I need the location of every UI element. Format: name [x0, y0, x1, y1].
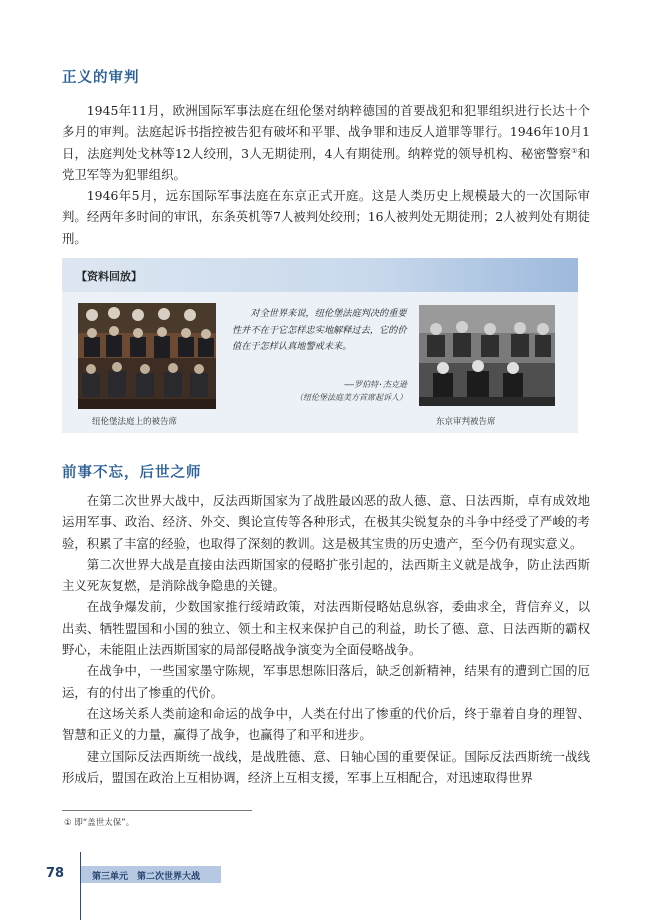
paragraph: 在这场关系人类前途和命运的战争中，人类在付出了惨重的代价后，终于靠着自身的理智、智慧和正义的力量，赢得了战争，也赢得了和平和进步。 [62, 705, 590, 743]
paragraph: 在战争中，一些国家墨守陈规，军事思想陈旧落后，缺乏创新精神，结果有的遭到亡国的厄运，有的付出了惨重的代价。 [62, 663, 590, 700]
paragraph: 在战争爆发前，少数国家推行绥靖政策，对法西斯侵略姑息纵容，委曲求全，背信弃义，以出卖、牺牲盟国和小国的独立、领土和主权来保护自己的利益，助长了德、意、日法西斯的霸权野心，未能阻止法西斯国家的局部侵略战争演变为全面侵略战争。 [62, 599, 590, 658]
nuremberg-defendants-photo [78, 303, 216, 409]
unit-title: 第三单元 第二次世界大战 [92, 872, 201, 882]
footnote-divider [62, 810, 252, 811]
paragraph: 建立国际反法西斯统一战线，是战胜德、意、日轴心国的重要保证。国际反法西斯统一战线形成后，盟国在政治上互相协调，经济上互相支援，军事上互相配合，对迅速取得世界 [62, 748, 590, 785]
section-body-lessons [62, 490, 590, 788]
section-heading-justice-trial: 正义的审判 [62, 70, 140, 86]
paragraph: 在第二次世界大战中，反法西斯国家为了战胜最凶恶的敌人德、意、日法西斯，卓有成效地运用军事、政治、经济、外交、舆论宣传等各种形式，在极其尖锐复杂的斗争中经受了严峻的考验，积累了丰富的经验，也取得了深刻的教训。这是极其宝贵的历史遗产，至今仍有现实意义。 [62, 493, 590, 551]
page-number: 78 [46, 866, 65, 881]
document-review-sidebar [62, 258, 578, 433]
quote-text: 对全世界来说，纽伦堡法庭判决的重要性并不在于它怎样忠实地解释过去，它的价值在于怎样认真地警戒未来。 [232, 308, 407, 352]
caption-tokyo: 东京审判被告席 [436, 417, 496, 427]
section-body-trials [62, 100, 590, 249]
nuremberg-photo-illustration [78, 303, 216, 409]
quote-attribution [247, 378, 407, 404]
paragraph-text: 1945年11月，欧洲国际军事法庭在纽伦堡对纳粹德国的首要战犯和犯罪组织进行长达十个多月的审判。法庭起诉书指控被告犯有破坏和平罪、战争罪和违反人道罪等罪行。1946年10月1日，法庭判处戈林等12人绞刑，3人无期徒刑，4人有期徒刑。纳粹党的领导机构、秘密警察 [62, 103, 590, 161]
paragraph [62, 100, 590, 185]
tokyo-trial-photo [419, 305, 555, 406]
paragraph-text: 和党卫军等为犯罪组织。 [62, 145, 590, 182]
jackson-quote [232, 306, 410, 356]
paragraph: 1946年5月，远东国际军事法庭在东京正式开庭。这是人类历史上规模最大的一次国际审判。经两年多时间的审讯，东条英机等7人被判处绞刑；16人被判处无期徒刑；2人被判处有期徒刑。 [62, 188, 590, 246]
section-heading-lessons: 前事不忘，后世之师 [62, 465, 202, 481]
paragraph: 第二次世界大战是直接由法西斯国家的侵略扩张引起的，法西斯主义就是战争，防止法西斯主义死灰复燃，是消除战争隐患的关键。 [62, 556, 590, 594]
caption-nuremberg: 纽伦堡法庭上的被告席 [92, 417, 178, 427]
sidebar-header [62, 258, 578, 292]
attribution-name: ——罗伯特·杰克逊 [344, 380, 407, 389]
footnote: ① 即“盖世太保”。 [64, 818, 135, 828]
sidebar-title: 【资料回放】 [76, 270, 142, 283]
footnote-marker: ① [571, 146, 578, 155]
tokyo-photo-illustration [419, 305, 555, 406]
attribution-role: （纽伦堡法庭美方首席起诉人） [295, 393, 407, 402]
footer-divider [80, 852, 81, 920]
